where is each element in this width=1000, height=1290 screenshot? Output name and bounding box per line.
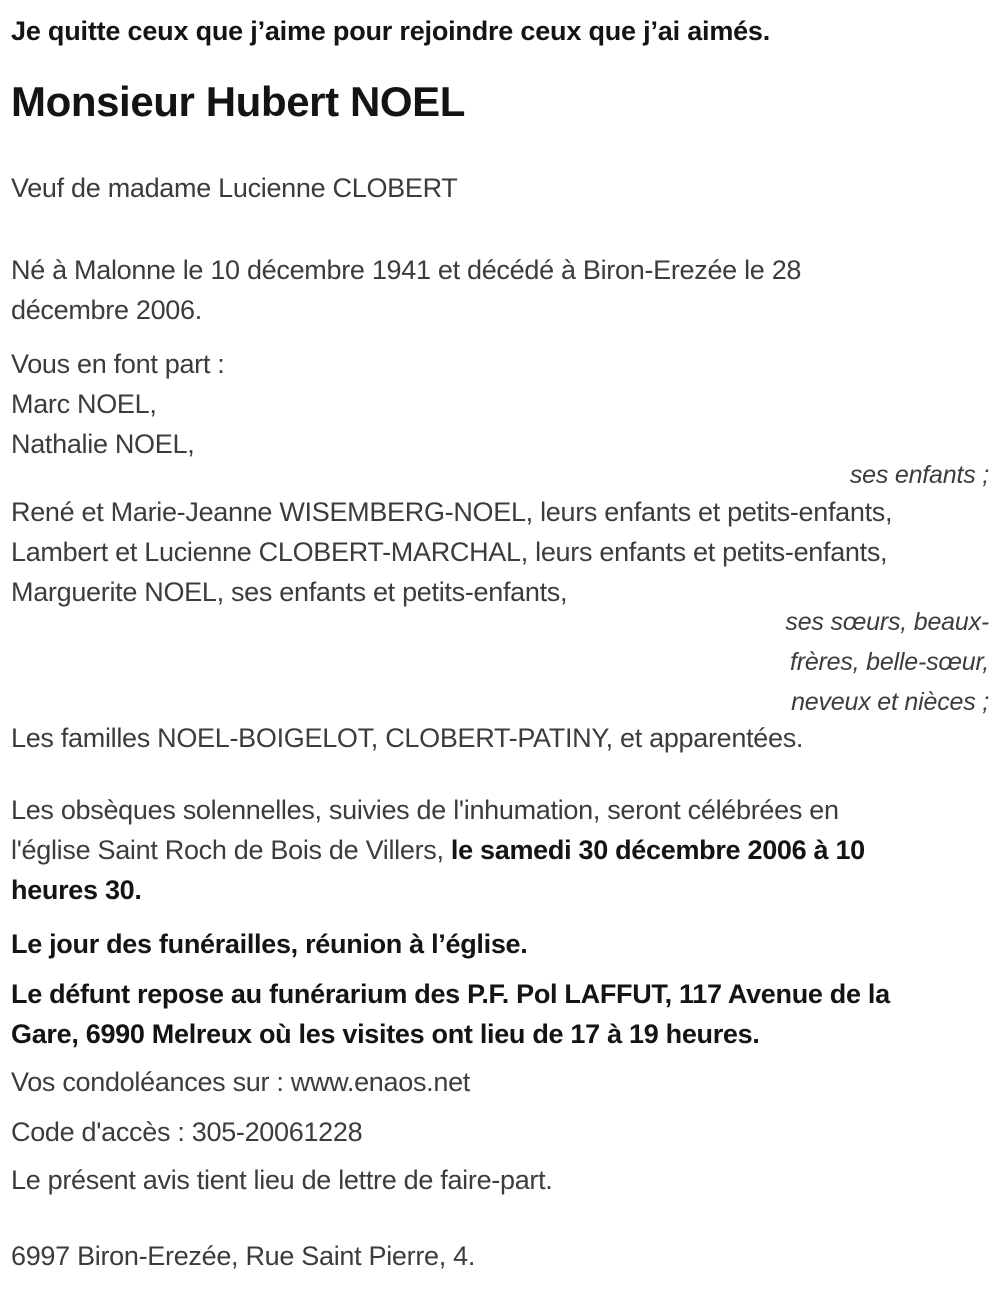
birth-death-line-2: décembre 2006. — [11, 295, 202, 325]
ceremony-line-2 — [11, 830, 989, 870]
repose-paragraph — [11, 974, 989, 1054]
address-line: 6997 Biron-Erezée, Rue Saint Pierre, 4. — [11, 1241, 476, 1271]
siblings-block — [11, 492, 989, 612]
siblings-relation-label — [11, 602, 989, 722]
sibling-line: Marguerite NOEL, ses enfants et petits-enfants, — [11, 577, 568, 607]
announcement-intro: Vous en font part : — [11, 349, 225, 379]
ceremony-line-3: heures 30. — [11, 875, 142, 905]
birth-death-paragraph — [11, 250, 989, 330]
funeral-day-line: Le jour des funérailles, réunion à l’église. — [11, 929, 528, 959]
children-relation-label: ses enfants ; — [849, 461, 989, 489]
deceased-name-title: Monsieur Hubert NOEL — [11, 78, 466, 125]
ceremony-line-1: Les obsèques solennelles, suivies de l'inhumation, seront célébrées en — [11, 795, 839, 825]
families-line: Les familles NOEL-BOIGELOT, CLOBERT-PATINY, et apparentées. — [11, 723, 804, 753]
condolences-line: Vos condoléances sur : www.enaos.net — [11, 1067, 470, 1097]
ceremony-paragraph — [11, 790, 989, 910]
birth-death-line-1: Né à Malonne le 10 décembre 1941 et décédé à Biron-Erezée le 28 — [11, 255, 802, 285]
epitaph-quote: Je quitte ceux que j’aime pour rejoindre ceux que j’ai aimés. — [11, 16, 771, 46]
sibling-line: René et Marie-Jeanne WISEMBERG-NOEL, leurs enfants et petits-enfants, — [11, 497, 893, 527]
siblings-relation-line: neveux et nièces ; — [791, 688, 989, 716]
access-code-line: Code d'accès : 305-20061228 — [11, 1117, 363, 1147]
announcement-block — [11, 344, 989, 464]
ceremony-line-2-bold: le samedi 30 décembre 2006 à 10 — [450, 835, 865, 865]
ceremony-line-2-normal: l'église Saint Roch de Bois de Villers, — [11, 835, 451, 865]
letter-notice-line: Le présent avis tient lieu de lettre de faire-part. — [11, 1165, 553, 1195]
child-name: Nathalie NOEL, — [11, 429, 195, 459]
repose-line-1: Le défunt repose au funérarium des P.F. Pol LAFFUT, 117 Avenue de la — [11, 979, 890, 1009]
siblings-relation-line: ses sœurs, beaux- — [785, 608, 989, 636]
siblings-relation-line: frères, belle-sœur, — [789, 648, 989, 676]
child-name: Marc NOEL, — [11, 389, 157, 419]
widower-line: Veuf de madame Lucienne CLOBERT — [11, 173, 458, 203]
sibling-line: Lambert et Lucienne CLOBERT-MARCHAL, leurs enfants et petits-enfants, — [11, 537, 888, 567]
repose-line-2: Gare, 6990 Melreux où les visites ont lieu de 17 à 19 heures. — [11, 1019, 760, 1049]
